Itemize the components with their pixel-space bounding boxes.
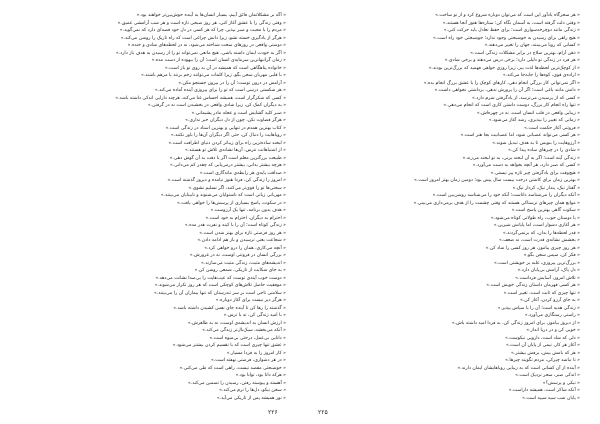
right-page-text-line: « آنکه دیگران را می‌شناسد داناست؛ آنکه خود را می‌شناسد روشن‌بین است.» bbox=[432, 193, 580, 198]
left-page-text-line: « عشق تنها چیزی است که با تقسیم کردن بیشتر می‌شود.» bbox=[172, 343, 286, 348]
left-page-text-line: « مهربانی زبانی است که ناشنوایان می‌شنوند و نابینایان می‌بینند.» bbox=[160, 193, 286, 198]
right-page-text-line: « از کوچک‌ترین لحظه‌ها لذت ببر، زیرا روزی خواهی فهمید که بزرگ‌ترین بودند.» bbox=[428, 65, 580, 71]
left-page-text-line: « خوشبختی مقصد نیست، راهی است که طی می‌کنی.» bbox=[179, 365, 286, 371]
right-page-text-line: « بهترین زمان برای کاشتن درخت بیست سال پیش بود؛ دومین زمان بهتر امروز است.» bbox=[414, 178, 580, 183]
left-page-text-line: « هرگز قضاوت نکن، چون از دل دیگران خبر نداری.» bbox=[185, 118, 286, 123]
right-page bbox=[318, 12, 580, 404]
right-page-text-line: « هیچ راهی برای رسیدن به خوشبختی وجود ندارد؛ خوشبختی خود راه است.» bbox=[432, 35, 580, 41]
left-page-text-line: « بزرگی انسان در فروتنی اوست، نه در غرورش.» bbox=[189, 253, 286, 258]
left-page-text-line: « آرامش در درون توست؛ آن را در بیرون جستجو مکن.» bbox=[178, 80, 286, 86]
left-page-text-line: « کتاب بهترین همدم در تنهایی و بهترین استاد در زندگی است.» bbox=[165, 125, 286, 131]
right-page-text-line: « هر سحرگاه یادآور این است که می‌توان دوباره شروع کرد و از نو ساخت.» bbox=[435, 13, 580, 18]
left-page-text-line: « زندگی کوتاه است؛ آن را با کینه و نفرت هدر مده.» bbox=[184, 223, 286, 228]
right-page-text-line: « پایان شب سیه سپید است.» bbox=[522, 395, 580, 401]
left-page-text-line: « اگه بر مشکلاتمان فائق آییم، بسیار انسان‌ها به آینده خوش‌بین‌تر خواهند بود.» bbox=[136, 13, 286, 18]
left-page-text-line: « اگر به خودت ایمان داشته باشی، هیچ مانعی نمی‌تواند تو را از رسیدن به هدف باز دارد.» bbox=[115, 50, 286, 56]
left-page-text-line: « آنچه می‌کاری، همان را درو خواهی کرد.» bbox=[204, 245, 286, 251]
right-page-text-line: « دانش مانند باغی است؛ اگر آن را پرورش ندهی، برداشتی نخواهی داشت.» bbox=[434, 88, 580, 93]
right-page-text-line: « تلاش امروز، آسایش فرداست.» bbox=[515, 275, 580, 281]
right-page-text-line: « هر کسی قهرمان داستان زندگی خویش است.» bbox=[486, 283, 580, 288]
right-page-text-line: « هر که بامش بیش، برفش بیشتر.» bbox=[511, 350, 580, 356]
right-page-text-line: « زندگی هدیه است؛ آن را با سپاس بپذیر.» bbox=[497, 305, 580, 311]
right-page-text-line: « خوبی کن و در دریا انداز.» bbox=[526, 328, 580, 333]
left-page-text-line: « اندیشه‌های مثبت، زندگی مثبت می‌سازند.» bbox=[201, 260, 286, 266]
right-page-text-line: « آنکه شاکر است، همیشه داراست.» bbox=[508, 388, 580, 393]
left-page-text-line: « نور همیشه پس از تاریکی می‌آید.» bbox=[216, 395, 286, 401]
left-page-text-line: « رویاهایت را دنبال کن، حتی اگر دیگران آن‌ها را باور نکنند.» bbox=[170, 133, 286, 138]
right-page-text-line: « گفتار نیک، پندار نیک، کردار نیک.» bbox=[512, 185, 580, 191]
left-page-text-line: « موفقیت حاصل تلاش‌های کوچکی است که هر روز تکرار می‌شوند.» bbox=[154, 283, 286, 288]
left-page-text-line: « زمان گرانبهاترین سرمایه‌ی انسان است؛ آن را بیهوده از دست مده.» bbox=[151, 58, 286, 63]
right-page-text-line: « قدر لحظه‌ها را بدان، که برنمی‌گردند.» bbox=[502, 230, 580, 236]
right-page-text-line: « تنها چیزی که ثابت است، تغییر است.» bbox=[503, 290, 580, 296]
left-page-text-line: « در سکوت، پاسخ بسیاری از پرسش‌ها را خواهی یافت.» bbox=[177, 200, 286, 206]
left-page-number: ۲۲۶ bbox=[268, 409, 278, 416]
left-page-text-line: « امروز را زندگی کن، فردا هنوز نیامده و دیروز گذشته است.» bbox=[167, 178, 286, 183]
right-page-text-line: « آینده از آن کسانی است که به زیبایی رویاهایشان ایمان دارند.» bbox=[457, 365, 580, 371]
right-page-text-line: « با دوستان خوب، راه طولانی کوتاه می‌شود.» bbox=[490, 215, 580, 221]
right-page-text-line: « آغاز هر کار، نیمی از پایان آن است.» bbox=[506, 343, 580, 348]
left-page-text-line: « هرگز از یادگیری خسته نشو، زیرا دانش چراغی است که راه تاریک را روشن می‌کند.» bbox=[120, 35, 286, 41]
left-page-text-line: « هرگز دیر نیست برای آغاز دوباره.» bbox=[215, 298, 286, 303]
right-page-text-line: « هیچ‌وقت برای یادگرفتن چیز تازه پیر نیستی.» bbox=[490, 170, 580, 176]
right-page-text-line: « هر فرد در زندگی تو دلیلی دارد؛ برخی درس می‌دهند و برخی شادی.» bbox=[444, 58, 580, 63]
left-page-text-line: « هرچه بیشتر بدانی، بیشتر درمی‌یابی که چقدر کم می‌دانی.» bbox=[169, 163, 286, 168]
right-page-text-line: « کسی که صبر دارد، هر آنچه بخواهد به دست می‌آورد.» bbox=[472, 163, 580, 168]
right-page-text-line: « بزرگ‌ترین پیروزی، غلبه بر خویشتن است.» bbox=[494, 260, 580, 266]
left-page-text-line: « صبر کلید گشایش است و عجله مادر پشیمانی.» bbox=[191, 110, 286, 116]
left-page-text-line: « صداقت پایه‌ی هر رابطه‌ی ماندگاری است.» bbox=[199, 170, 286, 176]
left-page-text-line: « احترام به دیگران، احترام به خود است.» bbox=[205, 215, 286, 221]
left-page-text-line: « طبیعت بزرگترین معلم است اگر با دقت به آن گوش دهی.» bbox=[169, 155, 286, 161]
right-page-text-line: « نیکی و پرسش؟» bbox=[542, 380, 580, 386]
left-page-text-line: « از اشتباهاتت نترس، آن‌ها نشانه‌ی تلاش تو هستند.» bbox=[184, 148, 286, 153]
left-page-text-line: « هرکه دانا بود، توانا بود.» bbox=[235, 373, 286, 378]
right-page-text-line: « فروتنی آغاز حکمت است.» bbox=[524, 125, 580, 131]
right-page-text-line: « کسانی که رویا می‌بینند، جهان را تغییر می‌دهند.» bbox=[484, 43, 580, 48]
right-page-text-line: « زندگی مانند دوچرخه‌سواری است؛ برای حفظ تعادل باید حرکت کنی.» bbox=[443, 28, 580, 33]
right-page-text-line: « دل پاک، آرامش بی‌پایان دارد.» bbox=[517, 268, 580, 273]
right-page-text-line: « آرزوهایت را بنویس تا به هدف تبدیل شوند.» bbox=[492, 140, 580, 146]
left-page-text-line: « سلامتی تاجی است بر سر تندرستان که تنها بیماران آن را می‌بینند.» bbox=[153, 290, 286, 296]
left-page-text-line: « آهسته و پیوسته رفتن، رسیدن را تضمین می‌کند.» bbox=[188, 380, 286, 386]
left-page-text-line: « سختی‌ها تو را قوی‌تر می‌کنند، اگر تسلیم نشوی.» bbox=[188, 185, 286, 191]
left-page-text-line: « هر شکستی درسی است که تو را برای پیروزی آینده آماده می‌کند.» bbox=[154, 88, 286, 93]
right-page-text-line: « به جای آرزو کردن، آغاز کن.» bbox=[520, 298, 580, 303]
left-page-text-line: « در هر دشواری، فرصتی نهفته است.» bbox=[211, 358, 286, 363]
right-page-text-line: « موانع همان چیزهای ترسناکی هستند که وقتی چشمت را از هدف برمی‌داری می‌بینی.» bbox=[413, 200, 580, 206]
right-page-text-line: « اندکی صبر، سحر نزدیک است.» bbox=[515, 373, 580, 378]
right-page-text-line: « اگر نمی‌توانی کار بزرگی انجام دهی، کارهای کوچک را با عشق بزرگ انجام بده.» bbox=[423, 80, 580, 86]
right-page-number: ۲۲۵ bbox=[318, 409, 328, 416]
right-page-text-line: « هر آغازی دشوار است، اما پایانش شیرین.» bbox=[493, 223, 580, 228]
right-page-text-line: « هر روز چیزی بیاموز، هر روز کسی را شاد کن.» bbox=[485, 245, 580, 251]
right-page-text-line: « دلی که شاد است، دارویی نیکوست.» bbox=[505, 335, 580, 341]
right-page-text-line: « زمانی که تغییر را بپذیری، رشد آغاز می‌شود.» bbox=[488, 118, 580, 123]
left-page-text-line: « وقتی زندگی را با عشق آغاز کنی، هر روز صبحی تازه است و هر شب آرامشی عمیق.» bbox=[117, 20, 286, 26]
right-page-text-line: « هر کسی می‌تواند عصبانی شود، اما عصبانیت بجا هنر است.» bbox=[460, 133, 580, 138]
right-page-text-line: « اراده‌ی قوی، کوه‌ها را جابه‌جا می‌کند.» bbox=[502, 73, 580, 78]
left-page-text-line: « کسی که شکرگزار است، همیشه احساس غنا می‌کند، هرچند دارایی اندکی داشته باشد.» bbox=[115, 95, 286, 101]
left-page-text-line: « با قلبی مهربان سخن بگو، زیرا کلمات می‌توانند زخم بزنند یا مرهم باشند.» bbox=[141, 73, 286, 78]
right-page-text-line: « بخشش نشانه‌ی قدرت است، نه ضعف.» bbox=[498, 238, 580, 243]
left-page-text-line: « ارزش انسان به اندیشه‌ی اوست، نه به ظاهرش.» bbox=[187, 320, 286, 326]
right-page-text-line: « شادی را در چیزهای ساده پیدا کن.» bbox=[508, 148, 580, 153]
left-page-text-line: « دوستی واقعی در روزهای سخت شناخته می‌شود، نه در لحظه‌های شادی و خنده.» bbox=[127, 43, 286, 48]
right-page-text-line: « از دیروز بیاموز، برای امروز زندگی کن، به فردا امید داشته باش.» bbox=[451, 320, 580, 326]
left-page-text-line: « دوست خوب آینه‌ی توست که عیب‌هایت را بی‌صدا نشانت می‌دهد.» bbox=[155, 275, 286, 281]
left-page-text-line: « شجاعت یعنی ترسیدن و باز هم ادامه دادن.» bbox=[197, 238, 286, 243]
right-page-text-line: « کسی که از پرسیدن می‌ترسد، از یادگرفتن شرم دارد.» bbox=[472, 95, 580, 101]
right-page-text-line: « زیبایی واقعی در قلب انسان است، نه در چهره‌اش.» bbox=[476, 110, 580, 116]
right-page-text-line: « ذهن آرام، بهترین سلاح در برابر مشکلات زندگی است.» bbox=[470, 50, 580, 56]
right-page-text-line: « وقتی دلت گرفته است، به آسمان نگاه کن؛ ستاره‌ها هنوز آنجا هستند.» bbox=[442, 20, 580, 26]
left-page-text-line: « دانایی بی‌عمل، درختی بی‌میوه است.» bbox=[209, 335, 286, 341]
left-page-text-line: « با امید زندگی کن، نه با ترس.» bbox=[223, 313, 286, 318]
left-page-text-line: « هر روز فرصتی تازه برای بهتر شدن است.» bbox=[199, 230, 286, 236]
right-page-text-line: « تنها راه انجام کار بزرگ، دوست داشتن کاری است که انجام می‌دهی.» bbox=[443, 103, 580, 108]
left-page-text-line: « به دیگران کمک کن، زیرا شادی واقعی در بخشیدن است نه در گرفتن.» bbox=[147, 103, 286, 108]
left-page-text-line: « لبخند ساده‌ترین راه برای زیباتر کردن دنیای اطرافت است.» bbox=[168, 140, 286, 146]
left-page bbox=[24, 12, 286, 404]
left-page-text-line: « مردم را با محبت و صبر بپذیر، چرا که هر کسی در دل خود قصه‌ای دارد که نمی‌گوید.» bbox=[119, 28, 286, 33]
right-page-text-line: « فکر کن، سپس سخن بگو.» bbox=[523, 253, 580, 258]
left-page-text-line: « سخن نیکو، دل‌ها را نرم می‌کند.» bbox=[219, 388, 286, 393]
right-page-text-line: « راستی رستگاری می‌آورد.» bbox=[524, 313, 580, 318]
right-page-text-line: « سکوت گاهی بهترین پاسخ است.» bbox=[511, 208, 580, 213]
left-page-text-line: « آنکه می‌بخشد، سبک‌بال‌تر زندگی می‌کند.» bbox=[202, 328, 286, 333]
left-page-text-line: « به جای شکایت از تاریکی، شمعی روشن کن.» bbox=[194, 268, 286, 273]
right-page-text-line: « تا نباشد چیزکی، مردم نگویند چیزها.» bbox=[505, 358, 580, 363]
left-page-text-line: « خانواده پناهگاهی است که همیشه در آن به روی تو باز است.» bbox=[164, 65, 286, 71]
right-page-text-line: « زندگی آینه است؛ اگر به آن لبخند بزنی، به تو لبخند می‌زند.» bbox=[462, 155, 580, 161]
left-page-text-line: « کار امروز را به فردا مسپار.» bbox=[226, 350, 286, 356]
left-page-text-line: « هدف بدون برنامه، تنها یک آرزوست.» bbox=[210, 208, 286, 213]
left-page-text-line: « گذشته را رها کن تا آینده جای نفس کشیدن داشته باشد.» bbox=[173, 305, 286, 311]
